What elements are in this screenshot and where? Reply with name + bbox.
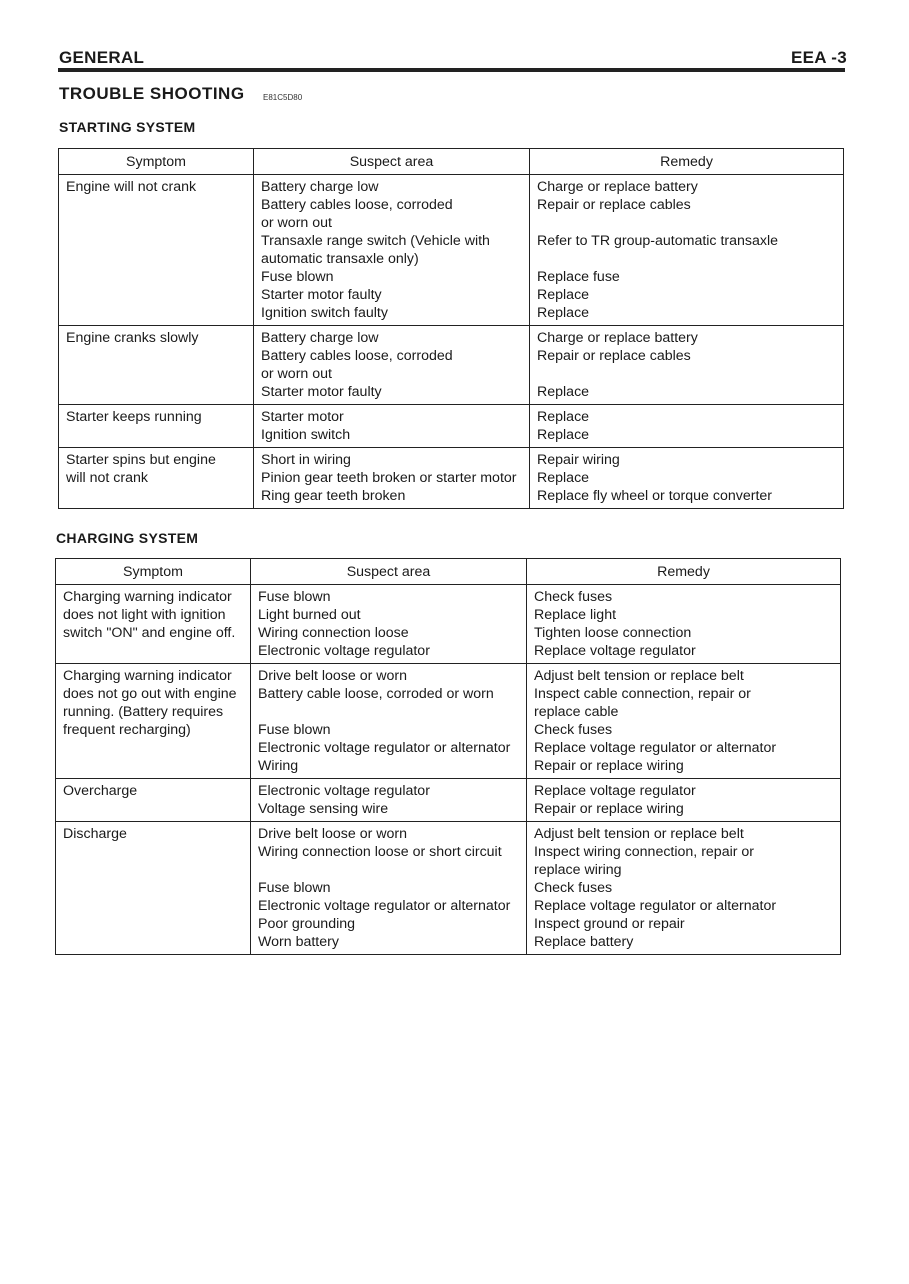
suspect-area-line: Electronic voltage regulator [258, 643, 430, 659]
suspect-area-cell [254, 405, 530, 448]
remedy-line: Replace voltage regulator [534, 643, 696, 659]
symptom-line: Charging warning indicator [63, 668, 232, 684]
suspect-area-cell [251, 585, 527, 664]
column-header-suspect-area: Suspect area [251, 559, 527, 585]
symptom-line [63, 843, 245, 861]
symptom-line [66, 426, 248, 444]
remedy-line: Replace voltage regulator or alternator [534, 898, 777, 914]
symptom-line: Overcharge [63, 783, 138, 799]
symptom-line: Engine will not crank [66, 179, 197, 195]
suspect-area-line: Starter motor faulty [261, 287, 382, 303]
remedy-line [537, 250, 838, 268]
suspect-area-line: automatic transaxle only) [261, 251, 419, 267]
symptom-line: Charging warning indicator [63, 589, 232, 605]
remedy-line: Replace [537, 470, 590, 486]
symptom-line [63, 915, 245, 933]
suspect-area-line: Battery charge low [261, 179, 379, 195]
remedy-line: Replace [537, 287, 590, 303]
remedy-line: Inspect ground or repair [534, 916, 685, 932]
suspect-area-line: or worn out [261, 366, 332, 382]
symptom-cell [59, 175, 254, 326]
symptom-line [66, 304, 248, 322]
symptom-line: does not light with ignition [63, 607, 226, 623]
suspect-area-cell [251, 779, 527, 822]
suspect-area-line: Wiring [258, 758, 299, 774]
symptom-cell [56, 822, 251, 955]
suspect-area-line: Starter motor [261, 409, 344, 425]
charging-system-table [55, 558, 841, 955]
remedy-line: Replace fuse [537, 269, 620, 285]
suspect-area-line: Transaxle range switch (Vehicle with [261, 233, 490, 249]
suspect-area-line: Electronic voltage regulator or alternator [258, 740, 511, 756]
symptom-line [66, 487, 248, 505]
remedy-line: Tighten loose connection [534, 625, 692, 641]
suspect-area-line: Starter motor faulty [261, 384, 382, 400]
remedy-line: Check fuses [534, 722, 613, 738]
symptom-line: switch "ON" and engine off. [63, 625, 236, 641]
remedy-line: Repair or replace wiring [534, 758, 684, 774]
table-header-row [59, 149, 844, 175]
suspect-area-line: Wiring connection loose [258, 625, 409, 641]
remedy-cell [527, 585, 841, 664]
symptom-line [63, 879, 245, 897]
remedy-line: Replace [537, 409, 590, 425]
remedy-line: Adjust belt tension or replace belt [534, 668, 744, 684]
symptom-cell [56, 779, 251, 822]
suspect-area-cell [254, 326, 530, 405]
suspect-area-line: Fuse blown [261, 269, 334, 285]
suspect-area-line: Pinion gear teeth broken or starter motor [261, 470, 517, 486]
suspect-area-line: Battery charge low [261, 330, 379, 346]
remedy-line: Refer to TR group-automatic transaxle [537, 233, 779, 249]
suspect-area-line: Battery cables loose, corroded [261, 348, 453, 364]
remedy-line: Charge or replace battery [537, 330, 698, 346]
page-title: TROUBLE SHOOTING [59, 84, 245, 103]
column-header-symptom: Symptom [56, 559, 251, 585]
remedy-line: replace cable [534, 704, 619, 720]
table-header-row [56, 559, 841, 585]
remedy-line: Replace [537, 305, 590, 321]
header-page-number: EEA -3 [791, 48, 847, 67]
column-header-remedy: Remedy [527, 559, 841, 585]
suspect-area-line: Ignition switch [261, 427, 351, 443]
remedy-line: Replace fly wheel or torque converter [537, 488, 773, 504]
table-row [59, 326, 844, 405]
symptom-line: Discharge [63, 826, 127, 842]
suspect-area-line: Ignition switch faulty [261, 305, 388, 321]
symptom-cell [59, 326, 254, 405]
symptom-line: running. (Battery requires [63, 704, 224, 720]
symptom-line: frequent recharging) [63, 722, 191, 738]
symptom-cell [59, 448, 254, 509]
symptom-line [66, 365, 248, 383]
symptom-line [63, 933, 245, 951]
header-section-title: GENERAL [59, 48, 145, 67]
remedy-cell [530, 326, 844, 405]
remedy-line: Check fuses [534, 589, 613, 605]
table-row [56, 822, 841, 955]
symptom-line: Starter keeps running [66, 409, 202, 425]
remedy-line: Charge or replace battery [537, 179, 698, 195]
table-row [56, 664, 841, 779]
header-divider [58, 68, 845, 72]
table-row [56, 585, 841, 664]
suspect-area-cell [254, 175, 530, 326]
column-header-symptom: Symptom [59, 149, 254, 175]
remedy-line: replace wiring [534, 862, 622, 878]
remedy-cell [527, 664, 841, 779]
suspect-area-line: Fuse blown [258, 722, 331, 738]
symptom-line [63, 739, 245, 757]
column-header-remedy: Remedy [530, 149, 844, 175]
section-heading-charging: CHARGING SYSTEM [56, 530, 199, 546]
remedy-line: Inspect cable connection, repair or [534, 686, 751, 702]
suspect-area-line: Short in wiring [261, 452, 351, 468]
table-row [56, 779, 841, 822]
symptom-cell [59, 405, 254, 448]
remedy-line: Repair wiring [537, 452, 620, 468]
suspect-area-line: Ring gear teeth broken [261, 488, 406, 504]
remedy-line: Adjust belt tension or replace belt [534, 826, 744, 842]
symptom-line [63, 897, 245, 915]
symptom-line [66, 250, 248, 268]
symptom-line [66, 286, 248, 304]
table-row [59, 448, 844, 509]
suspect-area-cell [254, 448, 530, 509]
symptom-line: Starter spins but engine [66, 452, 216, 468]
section-heading-starting: STARTING SYSTEM [59, 119, 196, 135]
remedy-line: Replace voltage regulator or alternator [534, 740, 777, 756]
suspect-area-line [258, 861, 521, 879]
symptom-line [66, 383, 248, 401]
suspect-area-line: Drive belt loose or worn [258, 826, 408, 842]
symptom-line [63, 642, 245, 660]
symptom-line [63, 800, 245, 818]
symptom-line: does not go out with engine [63, 686, 237, 702]
symptom-line [66, 196, 248, 214]
remedy-line: Replace light [534, 607, 617, 623]
remedy-line [537, 365, 838, 383]
suspect-area-line: or worn out [261, 215, 332, 231]
symptom-cell [56, 585, 251, 664]
suspect-area-line: Poor grounding [258, 916, 356, 932]
remedy-line: Replace [537, 427, 590, 443]
remedy-cell [527, 779, 841, 822]
suspect-area-line: Electronic voltage regulator or alternator [258, 898, 511, 914]
remedy-line: Replace battery [534, 934, 634, 950]
column-header-suspect-area: Suspect area [254, 149, 530, 175]
remedy-line: Repair or replace cables [537, 348, 691, 364]
remedy-line: Replace [537, 384, 590, 400]
symptom-line [66, 347, 248, 365]
symptom-line [63, 757, 245, 775]
remedy-cell [530, 175, 844, 326]
suspect-area-line [258, 703, 521, 721]
remedy-line: Repair or replace wiring [534, 801, 684, 817]
remedy-cell [530, 448, 844, 509]
remedy-cell [530, 405, 844, 448]
suspect-area-cell [251, 822, 527, 955]
starting-system-table [58, 148, 844, 509]
remedy-line: Check fuses [534, 880, 613, 896]
remedy-cell [527, 822, 841, 955]
suspect-area-line: Worn battery [258, 934, 339, 950]
suspect-area-line: Fuse blown [258, 589, 331, 605]
symptom-line [66, 232, 248, 250]
remedy-line: Inspect wiring connection, repair or [534, 844, 755, 860]
suspect-area-line: Wiring connection loose or short circuit [258, 844, 502, 860]
suspect-area-line: Electronic voltage regulator [258, 783, 430, 799]
remedy-line: Replace voltage regulator [534, 783, 696, 799]
suspect-area-line: Fuse blown [258, 880, 331, 896]
suspect-area-line: Battery cable loose, corroded or worn [258, 686, 494, 702]
symptom-line [63, 861, 245, 879]
table-row [59, 175, 844, 326]
suspect-area-line: Voltage sensing wire [258, 801, 389, 817]
symptom-line [66, 268, 248, 286]
symptom-line [66, 214, 248, 232]
suspect-area-line: Drive belt loose or worn [258, 668, 408, 684]
remedy-line [537, 214, 838, 232]
suspect-area-line: Battery cables loose, corroded [261, 197, 453, 213]
symptom-line: will not crank [66, 470, 149, 486]
remedy-line: Repair or replace cables [537, 197, 691, 213]
table-row [59, 405, 844, 448]
symptom-line: Engine cranks slowly [66, 330, 199, 346]
suspect-area-line: Light burned out [258, 607, 361, 623]
document-code: E81C5D80 [263, 93, 303, 102]
suspect-area-cell [251, 664, 527, 779]
symptom-cell [56, 664, 251, 779]
